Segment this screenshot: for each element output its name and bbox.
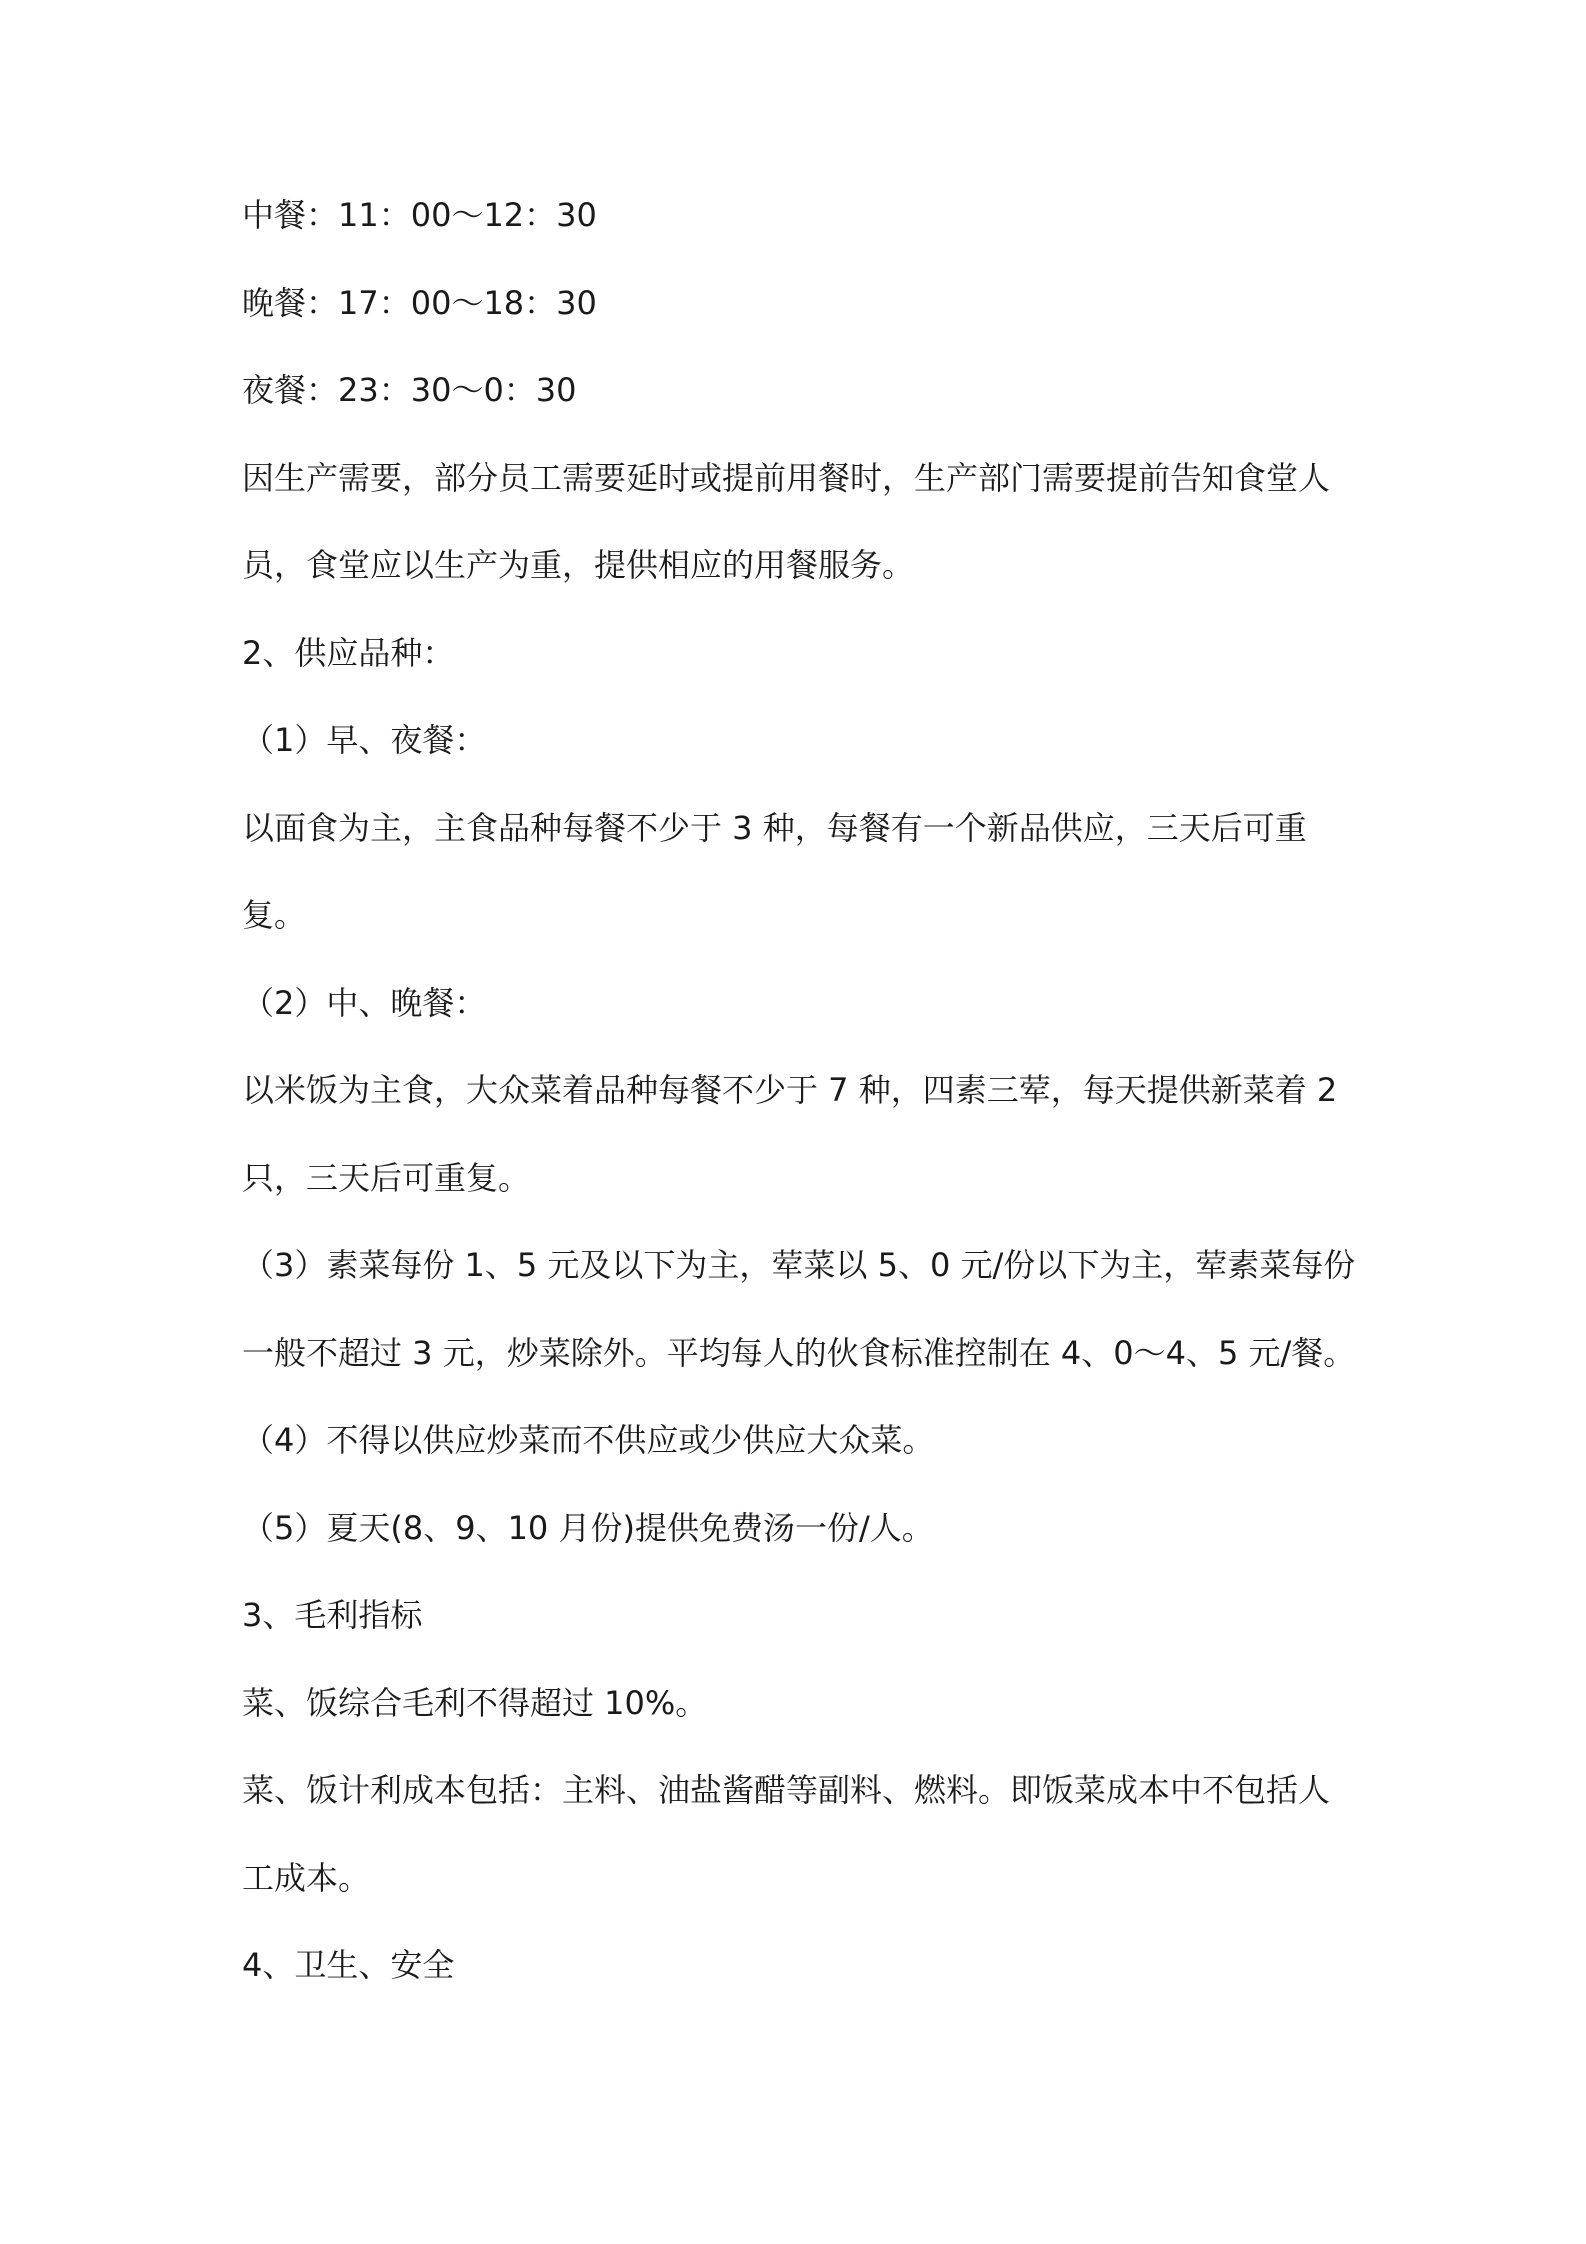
schedule-note-line-1: 因生产需要，部分员工需要延时或提前用餐时，生产部门需要提前告知食堂人 bbox=[242, 458, 1331, 497]
document-body bbox=[242, 172, 1542, 2010]
lunch-dinner-text-line-1: 以米饭为主食，大众菜着品种每餐不少于 7 种，四素三荤，每天提供新菜着 2 bbox=[242, 1071, 1338, 1109]
cost-composition-text-line-1: 菜、饭计利成本包括：主料、油盐酱醋等副料、燃料。即饭菜成本中不包括人 bbox=[242, 1771, 1331, 1809]
cost-composition-text-line-2: 工成本。 bbox=[242, 1858, 371, 1897]
subheading-breakfast-night-meal: （1）早、夜餐： bbox=[242, 721, 487, 759]
section-heading-supply-varieties: 2、供应品种： bbox=[242, 633, 455, 672]
subheading-lunch-dinner: （2）中、晚餐： bbox=[242, 983, 487, 1022]
section-heading-hygiene-safety: 4、卫生、安全 bbox=[242, 1946, 455, 1984]
item-3-text-line-1: （3）素菜每份 1、5 元及以下为主，荤菜以 5、0 元/份以下为主，荤素菜每份 bbox=[242, 1246, 1356, 1284]
lunch-dinner-text-line-2: 只，三天后可重复。 bbox=[242, 1158, 531, 1197]
schedule-note-line-2: 员，食堂应以生产为重，提供相应的用餐服务。 bbox=[242, 546, 915, 584]
dinner-time-line: 晚餐：17：00～18：30 bbox=[242, 283, 597, 322]
lunch-time-line: 中餐：11：00～12：30 bbox=[242, 196, 597, 234]
item-5-text: （5）夏天(8、9、10 月份)提供免费汤一份/人。 bbox=[242, 1508, 934, 1547]
item-3-text-line-2: 一般不超过 3 元，炒菜除外。平均每人的伙食标准控制在 4、0～4、5 元/餐。 bbox=[242, 1333, 1356, 1372]
night-meal-time-line: 夜餐：23：30～0：30 bbox=[242, 371, 577, 409]
section-heading-gross-profit: 3、毛利指标 bbox=[242, 1596, 423, 1634]
breakfast-night-meal-text-line-2: 复。 bbox=[242, 896, 307, 934]
breakfast-night-meal-text-line-1: 以面食为主，主食品种每餐不少于 3 种，每餐有一个新品供应，三天后可重 bbox=[242, 808, 1307, 847]
item-4-text: （4）不得以供应炒菜而不供应或少供应大众菜。 bbox=[242, 1421, 935, 1459]
gross-profit-limit-text: 菜、饭综合毛利不得超过 10%。 bbox=[242, 1683, 708, 1722]
